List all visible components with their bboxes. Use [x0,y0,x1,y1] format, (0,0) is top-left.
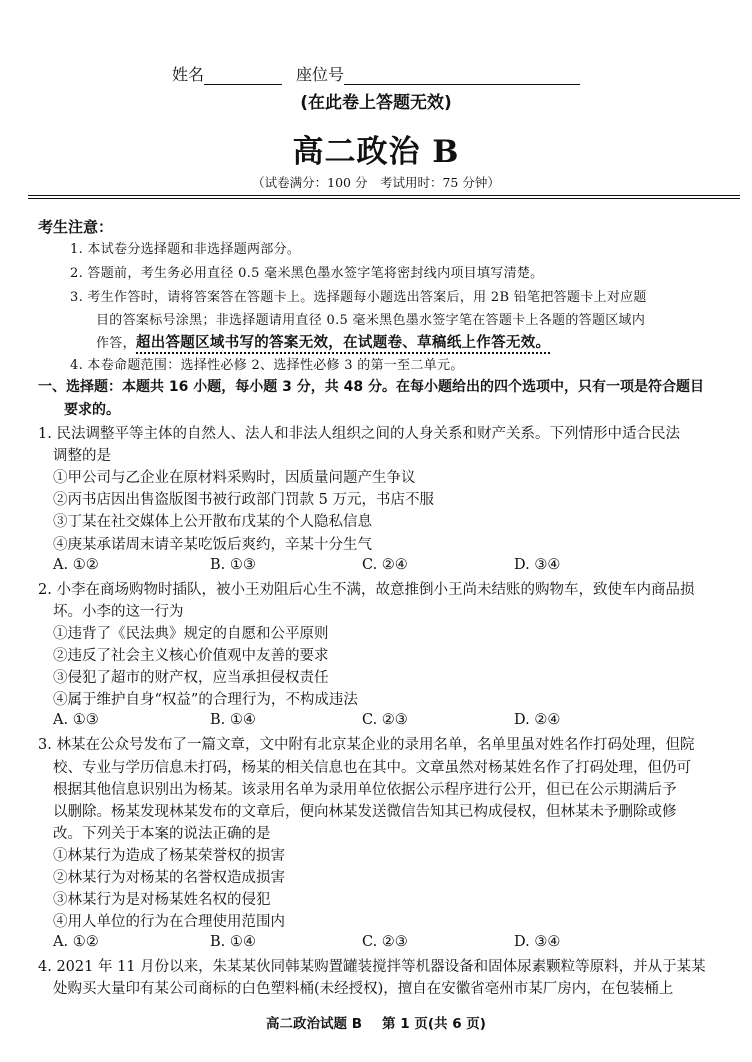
invalid-note: (在此卷上答题无效) [300,93,452,113]
option-c: C. ②③ [362,934,408,950]
notice-heading: 考生注意： [38,218,114,236]
option-c: C. ②④ [362,557,408,573]
question-stem: 坏。小李的这一行为 [53,604,184,620]
question-item: ②违反了社会主义核心价值观中友善的要求 [53,648,329,664]
header-rule-thick [28,198,740,199]
footer-page-number: 第 1 页(共 6 页) [382,1016,486,1032]
question-item: ①违背了《民法典》规定的自愿和公平原则 [53,626,329,642]
notice-item: 3. 考生作答时，请将答案答在答题卡上。选择题每小题选出答案后，用 2B 铅笔把答题卡上对应题 [70,290,647,305]
question-item: ②林某行为对杨某的名誉权造成损害 [53,870,285,886]
seat-label: 座位号 [296,65,345,84]
question-item: ②丙书店因出售盗版图书被行政部门罚款 5 万元，书店不服 [53,492,434,508]
exam-title: 高二政治 B [292,134,460,170]
question-stem: 3. 林某在公众号发布了一篇文章，文中附有北京某企业的录用名单，名单里虽对姓名作打码处理，但院 [38,737,695,753]
option-b: B. ①④ [210,712,256,728]
question-stem: 校、专业与学历信息未打码，杨某的相关信息也在其中。文章虽然对杨某姓名作了打码处理，但仍可 [53,760,691,776]
option-a: A. ①③ [53,712,99,728]
question-stem: 改。下列关于本案的说法正确的是 [53,826,271,842]
page-footer [0,1012,752,1032]
header-rule-thin [28,195,740,196]
seat-blank [344,68,580,85]
question-stem: 根据其他信息识别出为杨某。该录用名单为录用单位依据公示程序进行公开，但已在公示期满后予 [53,782,677,798]
question-stem: 1. 民法调整平等主体的自然人、法人和非法人组织之间的人身关系和财产关系。下列情形中适合民法 [38,426,680,442]
option-d: D. ②④ [514,712,561,728]
notice-item-line [96,333,550,354]
name-label: 姓名 [171,65,204,84]
option-d: D. ③④ [514,557,561,573]
question-item: ④庚某承诺周末请辛某吃饭后爽约，辛某十分生气 [53,537,372,553]
question-stem: 处购买大量印有某公司商标的白色塑料桶(未经授权)，擅自在安徽省亳州市某厂房内，在包装桶上 [53,981,674,997]
notice-item-prefix: 作答， [96,336,136,351]
exam-subtitle: （试卷满分：100 分 考试用时：75 分钟） [252,175,500,190]
section-heading-cont: 要求的。 [64,402,120,418]
option-a: A. ①② [53,934,99,950]
question-item: ①甲公司与乙企业在原材料采购时，因质量问题产生争议 [53,470,416,486]
notice-item: 2. 答题前，考生务必用直径 0.5 毫米黑色墨水签字笔将密封线内项目填写清楚。 [70,266,544,281]
option-b: B. ①④ [210,934,256,950]
option-b: B. ①③ [210,557,256,573]
notice-item: 目的答案标号涂黑；非选择题请用直径 0.5 毫米黑色墨水签字笔在答题卡上各题的答题区域内 [96,313,646,328]
footer-exam-name: 高二政治试题 B [266,1016,363,1032]
name-blank [204,68,282,85]
section-heading: 一、选择题：本题共 16 小题，每小题 3 分，共 48 分。在每小题给出的四个选项中，只有一项是符合题目 [38,379,704,395]
notice-emphasis: 超出答题区域书写的答案无效，在试题卷、草稿纸上作答无效。 [136,335,550,354]
question-stem: 2. 小李在商场购物时插队，被小王劝阻后心生不满，故意推倒小王尚未结账的购物车，致使车内商品损 [38,582,695,598]
name-seat-line [0,62,752,85]
notice-item: 4. 本卷命题范围：选择性必修 2、选择性必修 3 的第一至二单元。 [70,358,464,373]
notice-item: 1. 本试卷分选择题和非选择题两部分。 [70,242,301,257]
question-item: ④用人单位的行为在合理使用范围内 [53,914,285,930]
option-a: A. ①② [53,557,99,573]
option-d: D. ③④ [514,934,561,950]
question-stem: 以删除。杨某发现林某发布的文章后，便向林某发送微信告知其已构成侵权，但林某未予删除或修 [53,804,677,820]
question-item: ③丁某在社交媒体上公开散布戊某的个人隐私信息 [53,514,372,530]
question-item: ④属于维护自身“权益”的合理行为，不构成违法 [53,692,358,708]
question-item: ①林某行为造成了杨某荣誉权的损害 [53,848,285,864]
option-c: C. ②③ [362,712,408,728]
question-item: ③林某行为是对杨某姓名权的侵犯 [53,892,271,908]
question-stem: 4. 2021 年 11 月份以来，朱某某伙同韩某购置罐装搅拌等机器设备和固体尿素颗粒等原料，并从于某某 [38,959,706,975]
question-stem: 调整的是 [53,448,111,464]
question-item: ③侵犯了超市的财产权，应当承担侵权责任 [53,670,329,686]
